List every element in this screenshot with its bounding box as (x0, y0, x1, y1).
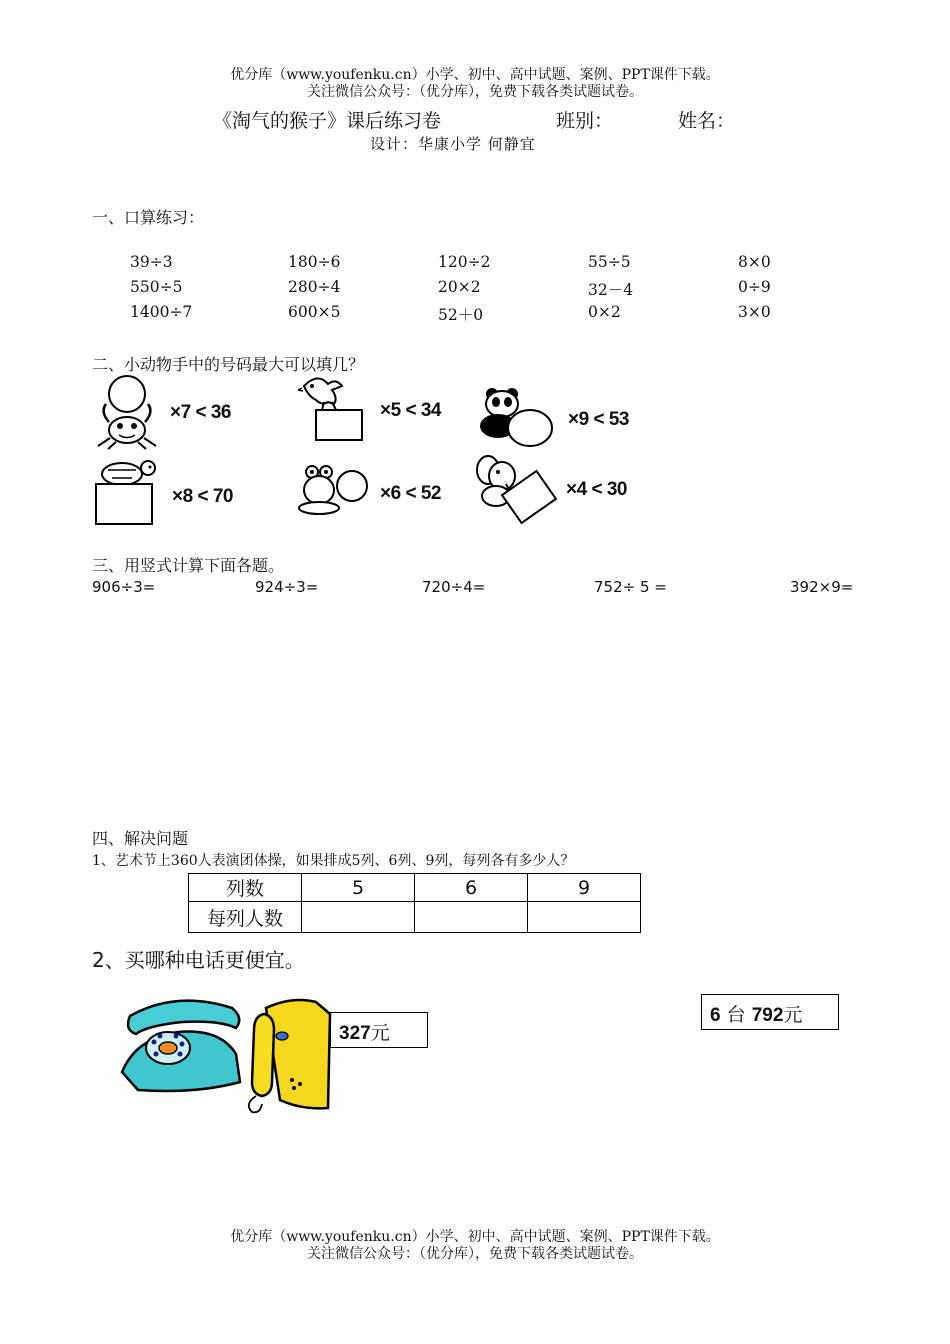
calc-item: 180÷6 (288, 253, 341, 271)
columns-table (188, 873, 641, 933)
panda-circle-illustration (472, 380, 554, 448)
footer-line-2: 关注微信公众号：（优分库），免费下载各类试题试卷。 (307, 1246, 643, 1262)
table-header-per-column: 每列人数 (189, 902, 302, 933)
vertical-calc-problem: 924÷3= (255, 578, 319, 596)
price-2-measure: 台 (726, 1004, 746, 1026)
calc-item: 0÷9 (738, 278, 771, 296)
header-line-1: 优分库（www.youfenku.cn）小学、初中、高中试题、案例、PPT课件下载。 (230, 67, 720, 83)
table-answer-cell (302, 902, 415, 933)
calc-item: 120÷2 (438, 253, 491, 271)
designer-credit: 设计：华康小学 何静宜 (370, 135, 536, 153)
calc-item: 280÷4 (288, 278, 341, 296)
crab-circle-illustration (92, 372, 162, 450)
calc-item: 1400÷7 (130, 303, 193, 321)
inequality-3: ×9 < 53 (568, 409, 629, 430)
vertical-calc-problem: 752÷ 5 = (594, 578, 667, 596)
header-line-2: 关注微信公众号：（优分库），免费下载各类试题试卷。 (307, 84, 643, 100)
price-1-unit: 元 (370, 1022, 390, 1044)
price-2-amount: 792 (751, 1005, 784, 1026)
class-label: 班别： (556, 110, 614, 132)
section4-heading: 四、解决问题 (92, 829, 189, 848)
calc-item: 32－4 (588, 281, 634, 299)
footer-line-1: 优分库（www.youfenku.cn）小学、初中、高中试题、案例、PPT课件下载。 (230, 1229, 720, 1245)
table-answer-cell (528, 902, 641, 933)
vertical-calc-problem: 720÷4= (422, 578, 486, 596)
inequality-2: ×5 < 34 (380, 400, 441, 421)
calc-item: 55÷5 (588, 253, 631, 271)
inequality-4: ×8 < 70 (172, 486, 233, 507)
turtle-square-illustration (92, 460, 162, 528)
inequality-6: ×4 < 30 (566, 479, 627, 500)
bird-square-illustration (298, 372, 373, 444)
calc-item: 0×2 (588, 303, 621, 321)
telephones-illustration (116, 990, 338, 1118)
inequality-1: ×7 < 36 (170, 402, 231, 423)
price-box-2 (701, 994, 839, 1030)
inequality-5: ×6 < 52 (380, 483, 441, 504)
vertical-calc-problem: 906÷3= (92, 578, 156, 596)
elephant-square-illustration (472, 450, 558, 524)
section3-heading: 三、用竖式计算下面各题。 (92, 556, 285, 575)
calc-item: 550÷5 (130, 278, 183, 296)
name-label: 姓名： (678, 110, 736, 132)
vertical-calc-problem: 392×9= (790, 578, 854, 596)
frog-circle-illustration (298, 462, 370, 518)
calc-item: 52＋0 (438, 306, 484, 324)
question-2: 2、买哪种电话更便宜。 (92, 948, 305, 972)
table-cell: 9 (528, 874, 641, 902)
calc-item: 39÷3 (130, 253, 173, 271)
calc-item: 8×0 (738, 253, 771, 271)
calc-item: 600×5 (288, 303, 341, 321)
price-1-amount: 327 (339, 1023, 371, 1044)
table-cell: 5 (302, 874, 415, 902)
section2-heading: 二、小动物手中的号码最大可以填几？ (92, 355, 365, 374)
table-cell: 6 (415, 874, 528, 902)
price-2-quantity: 6 (710, 1005, 721, 1026)
price-box-1 (330, 1012, 428, 1048)
price-2-unit: 元 (783, 1004, 803, 1026)
worksheet-title: 《淘气的猴子》课后练习卷 (213, 110, 442, 132)
table-answer-cell (415, 902, 528, 933)
table-header-columns: 列数 (189, 874, 302, 902)
question-1: 1、艺术节上360人表演团体操，如果排成5列、6列、9列，每列各有多少人？ (92, 853, 575, 869)
calc-item: 20×2 (438, 278, 481, 296)
section1-heading: 一、口算练习： (92, 208, 205, 227)
calc-item: 3×0 (738, 303, 771, 321)
